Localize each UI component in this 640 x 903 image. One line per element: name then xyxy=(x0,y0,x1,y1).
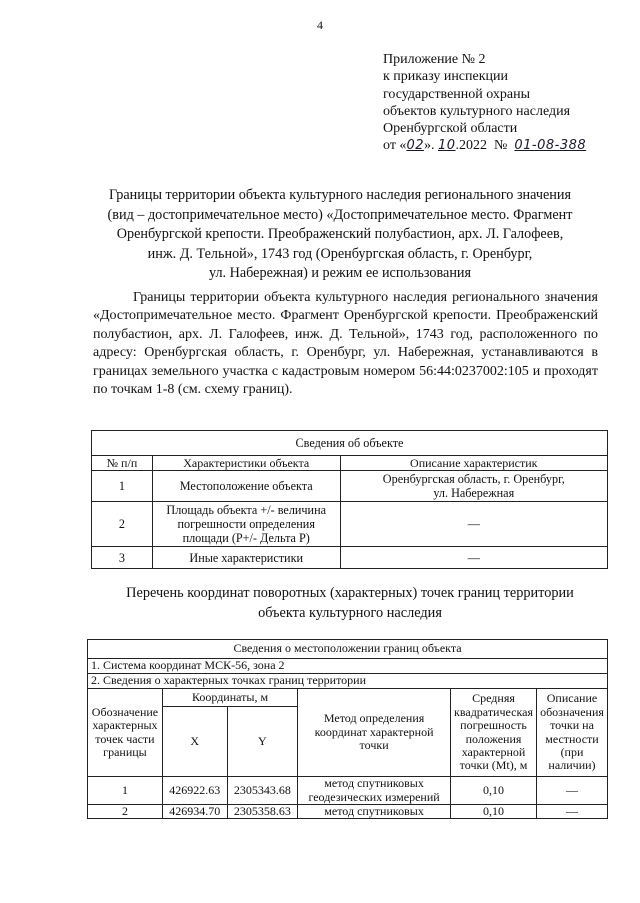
title-line: Границы территории объекта культурного наследия регионального значения xyxy=(108,187,572,203)
date-prefix: от « xyxy=(383,138,407,154)
title-line: инж. Д. Тельной», 1743 год (Оренбургская область, г. Оренбург, xyxy=(147,245,533,262)
table-row xyxy=(92,502,608,547)
header-line: Средняя xyxy=(472,691,515,706)
title-line: ул. Набережная) и режим ее использования xyxy=(208,265,472,281)
description-line: ул. Набережная xyxy=(433,486,515,500)
coord-y: 2305343.68 xyxy=(227,777,298,805)
header-line: Обозначение xyxy=(91,704,159,719)
header-line: обозначения xyxy=(540,704,604,719)
name-line: Площадь объекта +/- величина xyxy=(166,503,327,517)
method: метод спутниковых xyxy=(298,805,451,819)
header-line: квадратическая xyxy=(454,704,533,719)
header-line: характерных xyxy=(92,718,158,733)
header-line: точки xyxy=(359,738,389,753)
header-line: положения xyxy=(465,731,522,746)
header-description xyxy=(536,689,607,777)
column-header: Описание характеристик xyxy=(340,456,607,471)
table-row xyxy=(92,547,608,569)
error-value: 0,10 xyxy=(451,777,537,805)
table-caption: Сведения о местоположении границ объекта xyxy=(88,640,608,659)
column-header: Характеристики объекта xyxy=(152,456,340,471)
header-line: (при xyxy=(560,744,584,759)
header-line: точек части xyxy=(95,731,155,746)
appendix-line: объектов культурного наследия xyxy=(383,103,571,119)
characteristic-name xyxy=(152,502,340,547)
table-caption: Сведения об объекте xyxy=(92,431,608,456)
date-mid: ». xyxy=(423,138,435,154)
header-designation xyxy=(88,689,163,777)
body-paragraph xyxy=(93,289,598,399)
table-row xyxy=(88,805,608,819)
appendix-header xyxy=(383,51,586,155)
order-date-line xyxy=(383,137,586,154)
number-sign: № xyxy=(494,138,508,154)
error-value: 0,10 xyxy=(451,805,537,819)
method-line: геодезических измерений xyxy=(308,789,440,804)
characteristic-description xyxy=(340,471,607,502)
title-line: Оренбургской крепости. Преображенский полубастион, арх. Л. Галофеев, xyxy=(116,226,564,242)
header-x: X xyxy=(162,707,227,777)
header-y: Y xyxy=(227,707,298,777)
coordinate-system-row: 1. Система координат МСК-56, зона 2 xyxy=(88,659,608,674)
point-description: — xyxy=(536,777,607,805)
coordinates-table xyxy=(87,639,608,819)
handwritten-order-number: 01-08-388 xyxy=(514,138,587,154)
header-method xyxy=(298,689,451,777)
header-line: Метод определения xyxy=(323,711,425,726)
header-coordinates: Координаты, м xyxy=(162,689,297,707)
body-paragraph-text: Границы территории объекта культурного наследия регионального значения «Достопримечательное место. Фрагмент Оренбургской крепости. Преображенский полубастион, арх. Л. Галофеев, инж. Д. Тельной», 1743 год, расположенного по адресу: Оренбургская область, г. Оренбург, ул. Набережная, устанавливаются в границах земельного участка с кадастровым номером 56:44:0237002:105 и проходят по точкам 1-8 (см. схему границ). xyxy=(93,290,598,398)
header-line: местности xyxy=(545,731,599,746)
header-line: точки (Mt), м xyxy=(459,758,528,773)
coord-x: 426934.70 xyxy=(162,805,227,819)
coord-x: 426922.63 xyxy=(162,777,227,805)
date-year: .2022 xyxy=(455,138,488,154)
row-number: 2 xyxy=(92,502,153,547)
points-info-row: 2. Сведения о характерных точках границ территории xyxy=(88,674,608,689)
description-line: Оренбургская область, г. Оренбург, xyxy=(382,472,565,486)
characteristic-name: Местоположение объекта xyxy=(152,471,340,502)
document-title xyxy=(70,186,610,284)
object-info-table xyxy=(91,430,608,569)
point-id: 1 xyxy=(88,777,163,805)
appendix-line: к приказу инспекции xyxy=(383,69,509,85)
page-number: 4 xyxy=(317,18,323,32)
header-line: границы xyxy=(103,744,147,759)
row-number: 1 xyxy=(92,471,153,502)
header-line: наличии) xyxy=(548,758,596,773)
point-id: 2 xyxy=(88,805,163,819)
header-line: координат характерной xyxy=(314,724,434,739)
header-line: Описание xyxy=(546,691,598,706)
handwritten-month: 10 xyxy=(437,138,456,154)
coordinates-section-title xyxy=(95,584,605,623)
section-title-line: объекта культурного наследия xyxy=(258,604,442,621)
handwritten-day: 02 xyxy=(406,138,424,154)
header-line: точки на xyxy=(550,718,594,733)
title-line: (вид – достопримечательное место) «Достопримечательное место. Фрагмент xyxy=(107,206,573,223)
table-row xyxy=(88,777,608,805)
header-line: характерной xyxy=(461,744,526,759)
method-line: метод спутниковых xyxy=(324,776,424,791)
characteristic-name: Иные характеристики xyxy=(152,547,340,569)
row-number: 3 xyxy=(92,547,153,569)
appendix-line: государственной охраны xyxy=(383,86,531,102)
coord-y: 2305358.63 xyxy=(227,805,298,819)
table-row xyxy=(92,471,608,502)
column-header: № п/п xyxy=(92,456,153,471)
appendix-line: Оренбургской области xyxy=(383,121,518,137)
header-line: погрешность xyxy=(460,718,527,733)
name-line: погрешности определения xyxy=(177,517,315,531)
characteristic-description: — xyxy=(340,547,607,569)
name-line: площади (Р+/- Дельта Р) xyxy=(182,531,310,545)
appendix-title: Приложение № 2 xyxy=(383,52,486,67)
method xyxy=(298,777,451,805)
characteristic-description: — xyxy=(340,502,607,547)
header-error xyxy=(451,689,537,777)
section-title-line: Перечень координат поворотных (характерных) точек границ территории xyxy=(126,585,574,601)
point-description: — xyxy=(536,805,607,819)
